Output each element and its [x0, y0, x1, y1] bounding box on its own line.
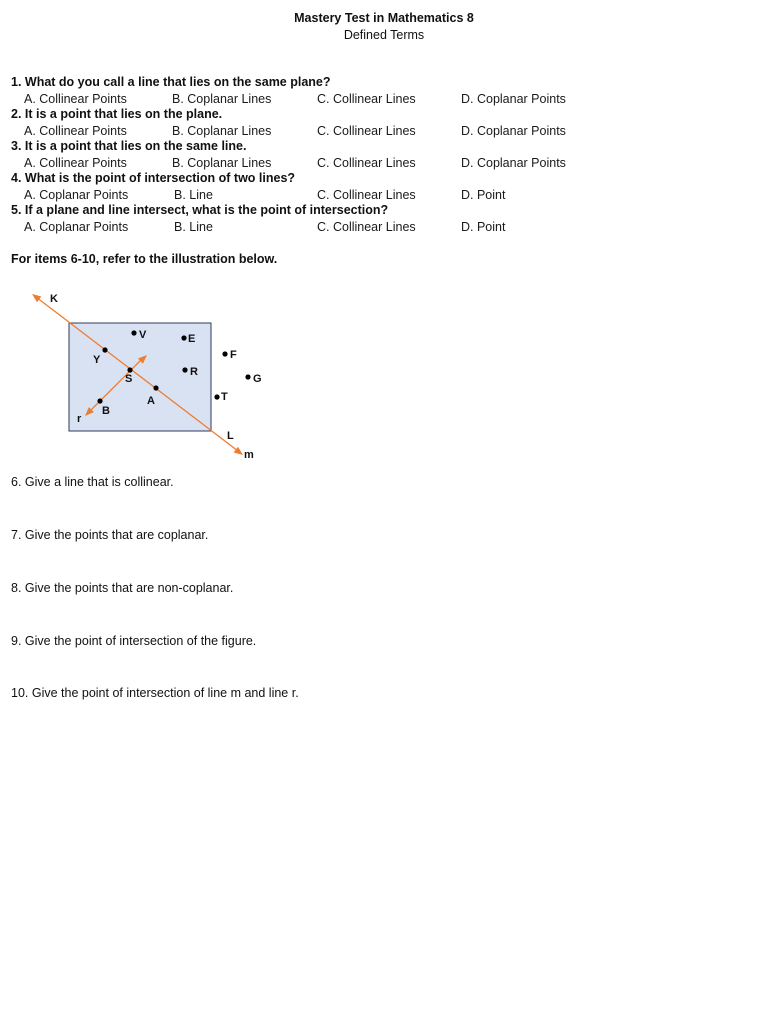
arrowhead-k [32, 294, 41, 302]
question-4-option-a: A. Coplanar Points [24, 188, 129, 202]
item-6: 6. Give a line that is collinear. [11, 475, 174, 489]
question-2-option-c: C. Collinear Lines [317, 124, 416, 138]
question-4-option-c: C. Collinear Lines [317, 188, 416, 202]
question-1-option-d: D. Coplanar Points [461, 92, 566, 106]
point-s [127, 367, 132, 372]
document-subtitle: Defined Terms [343, 28, 425, 42]
item-7: 7. Give the points that are coplanar. [11, 528, 209, 542]
label-a: A [147, 395, 155, 407]
question-3-option-c: C. Collinear Lines [317, 156, 416, 170]
label-f: F [230, 349, 237, 361]
item-10: 10. Give the point of intersection of line m and line r. [11, 686, 299, 700]
question-2-stem: 2. It is a point that lies on the plane. [11, 107, 223, 121]
question-5-option-d: D. Point [461, 220, 506, 234]
item-8: 8. Give the points that are non-coplanar. [11, 581, 234, 595]
question-3-option-a: A. Collinear Points [24, 156, 127, 170]
question-5-option-a: A. Coplanar Points [24, 220, 129, 234]
question-3-stem: 3. It is a point that lies on the same line. [11, 139, 247, 153]
illustration-intro: For items 6-10, refer to the illustration below. [11, 252, 278, 266]
question-2-option-b: B. Coplanar Lines [172, 124, 272, 138]
label-line-r: r [77, 413, 82, 425]
question-2-option-d: D. Coplanar Points [461, 124, 566, 138]
question-1-option-c: C. Collinear Lines [317, 92, 416, 106]
question-5-option-b: B. Line [174, 220, 213, 234]
label-l: L [227, 430, 234, 442]
question-1-option-b: B. Coplanar Lines [172, 92, 272, 106]
label-t: T [221, 391, 228, 403]
question-4-stem: 4. What is the point of intersection of two lines? [11, 171, 296, 185]
point-y [102, 347, 107, 352]
label-b: B [102, 405, 110, 417]
question-1-option-a: A. Collinear Points [24, 92, 127, 106]
point-e [181, 335, 186, 340]
point-g [245, 374, 250, 379]
label-m: m [244, 449, 254, 461]
point-b [97, 398, 102, 403]
point-f [222, 351, 227, 356]
label-v: V [139, 329, 147, 341]
label-y: Y [93, 354, 101, 366]
question-2-option-a: A. Collinear Points [24, 124, 127, 138]
point-a [153, 385, 158, 390]
label-e: E [188, 333, 196, 345]
label-r-point: R [190, 366, 198, 378]
point-r [182, 367, 187, 372]
question-4-option-d: D. Point [461, 188, 506, 202]
label-k: K [50, 293, 58, 305]
label-g: G [253, 373, 262, 385]
question-3-option-b: B. Coplanar Lines [172, 156, 272, 170]
point-v [131, 330, 136, 335]
question-5-option-c: C. Collinear Lines [317, 220, 416, 234]
question-3-option-d: D. Coplanar Points [461, 156, 566, 170]
item-9: 9. Give the point of intersection of the figure. [11, 634, 257, 648]
question-4-option-b: B. Line [174, 188, 213, 202]
document-title: Mastery Test in Mathematics 8 [294, 11, 474, 25]
question-1-stem: 1. What do you call a line that lies on the same plane? [11, 75, 331, 89]
question-5-stem: 5. If a plane and line intersect, what is the point of intersection? [11, 203, 389, 217]
label-s: S [125, 373, 133, 385]
point-t [214, 394, 219, 399]
